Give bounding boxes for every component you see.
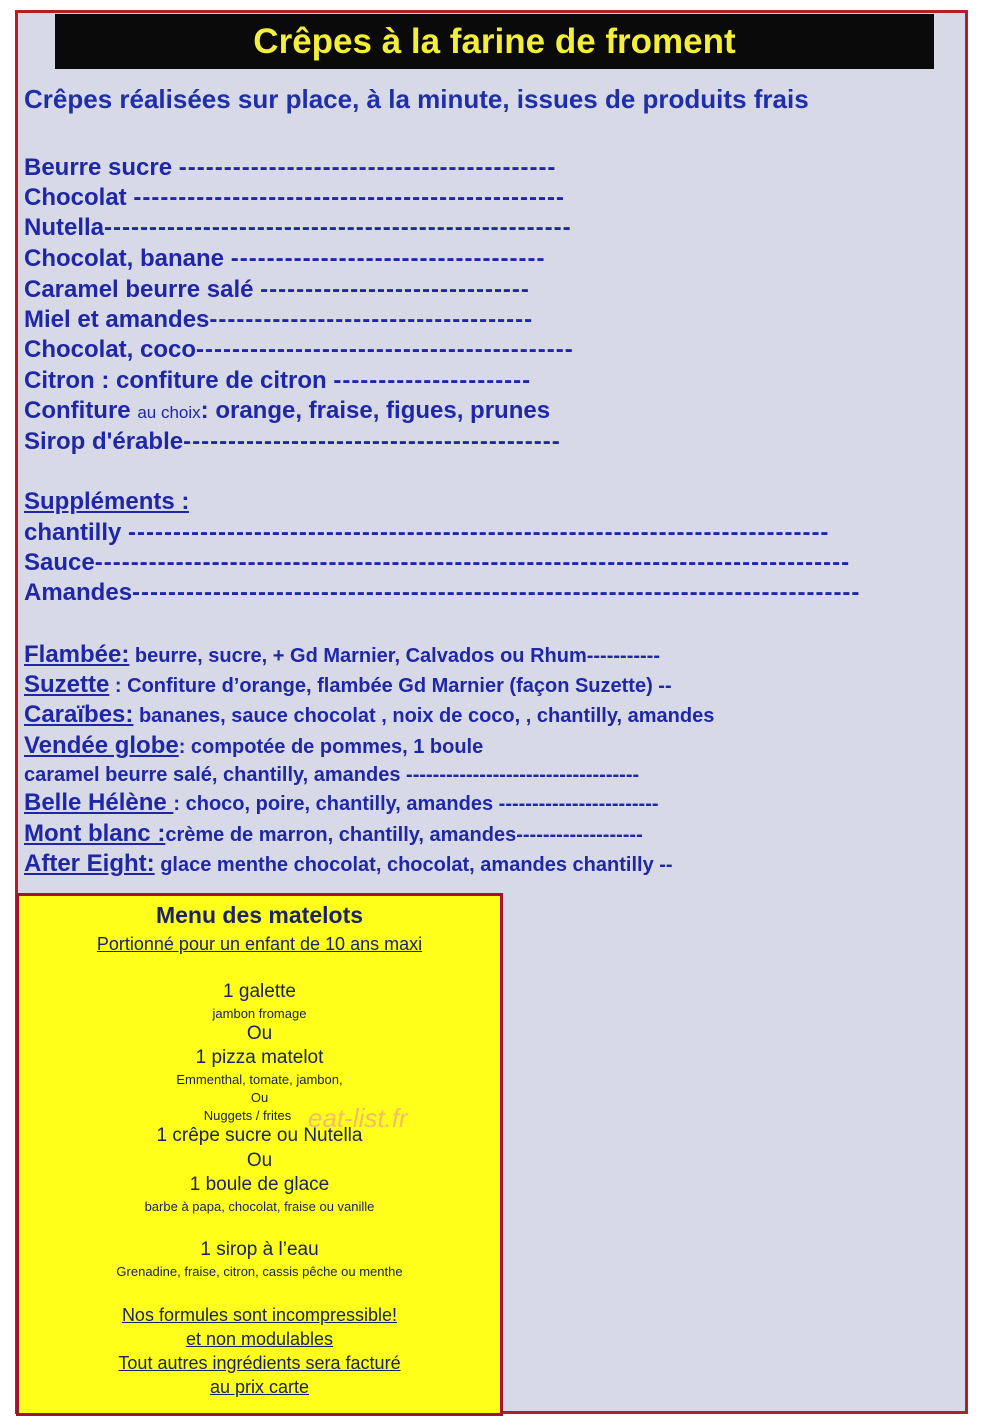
kids-menu-option-detail: Nuggets / frites	[203, 1108, 292, 1123]
kids-menu-or: Ou	[246, 1150, 273, 1171]
kids-menu-option: 1 crêpe sucre ou Nutella	[156, 1125, 363, 1146]
menu-item: Miel et amandes------------------------------------	[24, 306, 534, 333]
page-title: Crêpes à la farine de froment	[55, 14, 934, 69]
kids-menu-title: Menu des matelots	[155, 902, 364, 928]
supplement-item: Sauce------------------------------------------------------------------------------------	[24, 549, 851, 576]
kids-menu-option-detail: barbe à papa, chocolat, fraise ou vanille	[144, 1199, 375, 1214]
menu-item: Beurre sucre ------------------------------------------	[24, 154, 557, 181]
kids-menu-option: 1 galette	[223, 981, 296, 1002]
supplements-heading: Suppléments :	[24, 488, 190, 515]
recipe-item: Suzette : Confiture d’orange, flambée Gd Marnier (façon Suzette) --	[24, 671, 672, 698]
menu-item: Caramel beurre salé ------------------------------	[24, 276, 530, 303]
kids-menu-note: Nos formules sont incompressible!	[121, 1305, 398, 1325]
recipe-item: Mont blanc :crème de marron, chantilly, amandes-------------------	[24, 820, 643, 847]
kids-menu-box	[16, 893, 503, 1416]
kids-menu-drink: 1 sirop à l’eau	[200, 1239, 319, 1260]
recipe-item: Caraïbes: bananes, sauce chocolat , noix de coco, , chantilly, amandes	[24, 701, 715, 728]
menu-subtitle: Crêpes réalisées sur place, à la minute, issues de produits frais	[24, 84, 809, 114]
recipe-item-continued: caramel beurre salé, chantilly, amandes -----------------------------------	[24, 764, 640, 786]
kids-menu-subtitle: Portionné pour un enfant de 10 ans maxi	[96, 934, 423, 954]
recipe-item: Vendée globe: compotée de pommes, 1 boule	[24, 732, 484, 759]
kids-menu-option: 1 pizza matelot	[195, 1047, 324, 1068]
menu-item: Chocolat ------------------------------------------------	[24, 184, 565, 211]
kids-menu-or-small: Ou	[250, 1090, 269, 1105]
kids-menu-or: Ou	[246, 1023, 273, 1044]
kids-menu-note: au prix carte	[209, 1377, 310, 1397]
kids-menu-drink-detail: Grenadine, fraise, citron, cassis pêche ou menthe	[116, 1264, 403, 1279]
supplement-item: Amandes---------------------------------------------------------------------------------	[24, 579, 861, 606]
menu-item: Sirop d'érable------------------------------------------	[24, 428, 561, 455]
menu-item: Chocolat, coco------------------------------------------	[24, 336, 574, 363]
kids-menu-option-detail: Emmenthal, tomate, jambon,	[176, 1072, 343, 1087]
kids-menu-note: et non modulables	[185, 1329, 334, 1349]
kids-menu-note: Tout autres ingrédients sera facturé	[118, 1353, 401, 1373]
watermark: eat-list.fr	[308, 1103, 408, 1133]
kids-menu-option: 1 boule de glace	[189, 1174, 330, 1195]
recipe-item: After Eight: glace menthe chocolat, chocolat, amandes chantilly --	[24, 850, 673, 877]
menu-item: Citron : confiture de citron ----------------------	[24, 367, 532, 394]
menu-item-confiture: Confiture au choix: orange, fraise, figues, prunes	[24, 397, 551, 424]
recipe-item: Flambée: beurre, sucre, + Gd Marnier, Calvados ou Rhum-----------	[24, 641, 660, 668]
recipe-item: Belle Hélène : choco, poire, chantilly, amandes ------------------------	[24, 789, 659, 816]
menu-item: Nutella----------------------------------------------------	[24, 214, 572, 241]
supplement-item: chantilly ------------------------------------------------------------------------------	[24, 519, 830, 546]
menu-item: Chocolat, banane -----------------------------------	[24, 245, 546, 272]
kids-menu-option-detail: jambon fromage	[212, 1006, 307, 1021]
